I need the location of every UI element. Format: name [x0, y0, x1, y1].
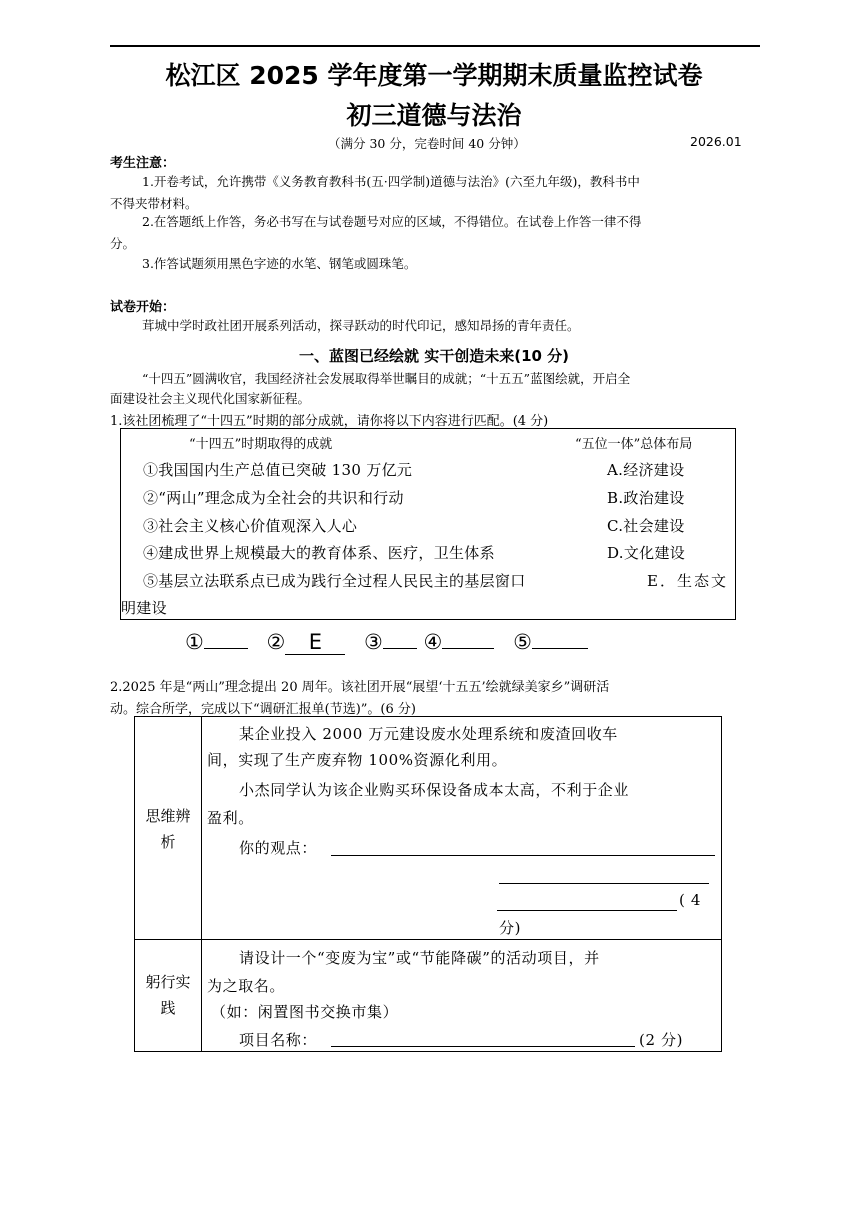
notice-item-1-cont: 不得夹带材料。	[110, 196, 198, 211]
score-note: ( 4	[679, 891, 701, 909]
student-view-text-cont: 盈利。	[207, 809, 254, 827]
notice-item-1: 1.开卷考试，允许携带《义务教育教科书(五·四学制)道德与法治》(六至九年级)，教科书中	[142, 174, 640, 189]
case-text: 某企业投入 2000 万元建设废水处理系统和废渣回收车	[239, 725, 618, 743]
answer-line	[185, 624, 588, 655]
notice-item-2: 2.在答题纸上作答，务必书写在与试卷题号对应的区域，不得错位。在试卷上作答一律不得	[142, 214, 642, 229]
answer-number: ②	[266, 630, 286, 654]
project-score-note: (2 分)	[639, 1031, 684, 1049]
answer-number: ③	[364, 630, 383, 654]
section-1-lead: “十四五”圆满收官，我国经济社会发展取得举世瞩目的成就；“十五五”蓝图绘就，开启全	[142, 371, 631, 386]
layout-option-e: E．生态文	[647, 572, 728, 590]
achievement-item: ①我国国内生产总值已突破 130 万亿元	[143, 461, 413, 479]
question-2-stem-cont: 动。综合所学，完成以下“调研汇报单(节选)”。(6 分)	[110, 702, 416, 717]
layout-header: “五位一体”总体布局	[575, 437, 693, 452]
exam-subject: 初三道德与法治	[346, 101, 522, 130]
top-rule	[110, 45, 760, 47]
practice-task-text: 请设计一个“变废为宝”或“节能降碳”的活动项目，并	[239, 949, 600, 967]
answer-number: ⑤	[513, 630, 532, 654]
project-name-line[interactable]	[331, 1046, 635, 1047]
answer-number: ④	[423, 630, 443, 654]
column-divider	[201, 717, 202, 1051]
row-label-line: 思维辨	[145, 807, 191, 825]
row-label-thinking	[135, 803, 201, 855]
notice-heading: 考生注意：	[110, 156, 176, 171]
row-label-practice	[135, 969, 201, 1021]
intro-text: 茸城中学时政社团开展系列活动，探寻跃动的时代印记，感知昂扬的青年责任。	[142, 318, 580, 333]
layout-option-e-cont: 明建设	[121, 599, 167, 617]
layout-option-b: B.政治建设	[607, 489, 685, 507]
achievement-item: ③社会主义核心价值观深入人心	[143, 517, 358, 535]
notice-item-2-cont: 分。	[110, 236, 136, 251]
project-name-label: 项目名称：	[239, 1031, 318, 1049]
answer-blank-1[interactable]	[204, 624, 248, 649]
your-view-label: 你的观点：	[239, 839, 318, 857]
exam-date: 2026.01	[690, 134, 742, 149]
achievement-item: ④建成世界上规模最大的教育体系、医疗，卫生体系	[143, 544, 495, 562]
matching-table	[120, 428, 736, 620]
answer-blank-3[interactable]	[383, 624, 417, 649]
exam-title: 松江区 2025 学年度第一学期期末质量监控试卷	[165, 61, 703, 90]
achievement-item: ⑤基层立法联系点已成为践行全过程人民民主的基层窗口	[143, 572, 526, 590]
layout-option-d: D.文化建设	[607, 544, 686, 562]
practice-task-text-cont: 为之取名。	[207, 977, 286, 995]
section-1-lead-cont: 面建设社会主义现代化国家新征程。	[110, 391, 311, 406]
start-heading: 试卷开始：	[110, 300, 176, 315]
question-1-stem: 1.该社团梳理了“十四五”时期的部分成就，请你将以下内容进行匹配。(4 分)	[110, 414, 549, 429]
section-1-title: 一、蓝图已经绘就 实干创造未来(10 分)	[298, 347, 570, 365]
answer-blank-4[interactable]	[442, 624, 494, 649]
answer-number: ①	[185, 630, 204, 654]
achievement-item: ②“两山”理念成为全社会的共识和行动	[143, 489, 404, 507]
row-label-line: 析	[160, 833, 176, 851]
notice-item-3: 3.作答试题须用黑色字迹的水笔、钢笔或圆珠笔。	[142, 256, 417, 271]
research-report-table	[134, 716, 722, 1052]
student-view-text: 小杰同学认为该企业购买环保设备成本太高，不利于企业	[239, 781, 630, 799]
row-label-line: 躬行实	[145, 973, 191, 991]
layout-option-c: C.社会建设	[607, 517, 685, 535]
layout-option-a: A.经济建设	[607, 461, 685, 479]
row-label-line: 践	[160, 999, 176, 1017]
answer-blank-5[interactable]	[532, 624, 588, 649]
achievements-header: “十四五”时期取得的成就	[189, 437, 333, 452]
answer-line-view-3[interactable]	[497, 910, 677, 911]
row-divider	[135, 939, 721, 940]
score-note-cont: 分)	[499, 919, 522, 937]
answer-line-view[interactable]	[331, 855, 715, 856]
question-2-stem: 2.2025 年是“两山”理念提出 20 周年。该社团开展“展望‘十五五’绘就绿美家乡”调研活	[110, 680, 610, 695]
case-text-cont: 间，实现了生产废弃物 100%资源化利用。	[207, 751, 508, 769]
answer-line-view-2[interactable]	[499, 883, 709, 884]
exam-info: （满分 30 分，完卷时间 40 分钟）	[328, 136, 526, 151]
answer-blank-2[interactable]: E	[285, 630, 345, 655]
practice-example: （如：闲置图书交换市集）	[211, 1003, 399, 1021]
